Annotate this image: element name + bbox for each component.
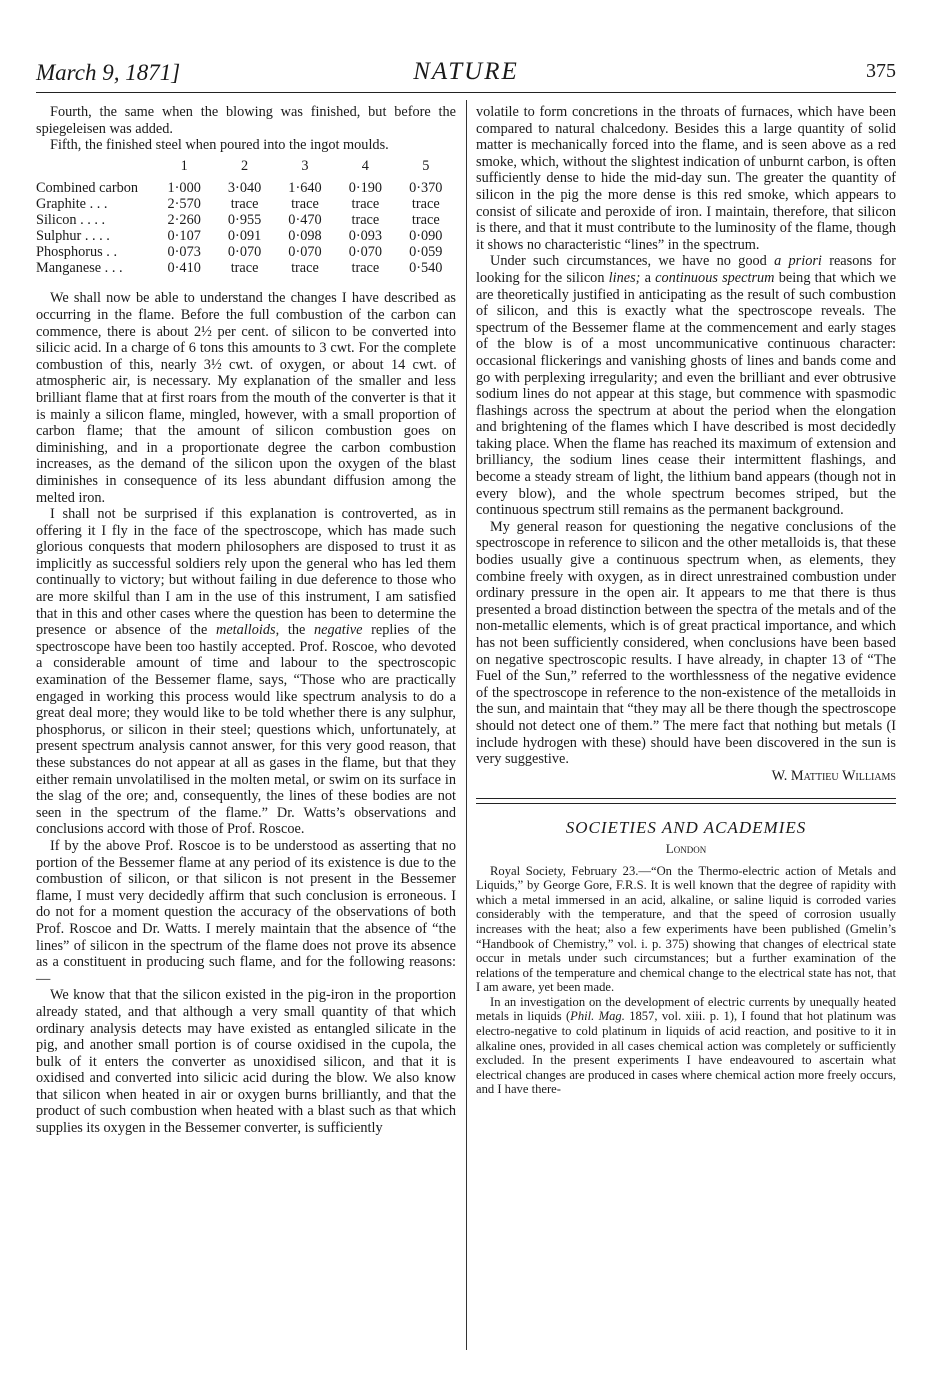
row-label: Phosphorus . . [36, 244, 118, 261]
paragraph-fifth: Fifth, the finished steel when poured into the ingot moulds. [50, 137, 389, 154]
table-col-header: 3 [301, 157, 309, 174]
table-cell: trace [411, 212, 440, 229]
table-col-header: 2 [241, 157, 249, 174]
table-cell: trace [351, 212, 380, 229]
left-column [36, 104, 456, 1137]
italic-run: Phil. Mag. [570, 1009, 625, 1024]
row-label: Sulphur . . . . [36, 228, 110, 245]
table-cell: 0·470 [288, 212, 322, 229]
table-col-header: 1 [180, 157, 188, 174]
header-page-number: 375 [866, 60, 896, 82]
table-cell: trace [291, 260, 319, 277]
paragraph-silicon-flame: We shall now be able to understand the changes I have described as occurring in the flame. Before the full combustion of the carbon can commence, there is about 2½ per cent. of silicon to be converted into silicic acid. In a charge of 6 tons this amounts to 3 cwt. For the complete combustion of this, nearly 3½ cwt. of oxygen, or about 14 cwt. of atmospheric air, is necessary. My explanation of the smaller and less brilliant flame that at first roars from the mouth of the converter is that it is mainly a silicon flame, mingled, however, with a small proportion of carbon flame; that the amount of silicon combustion goes on diminishing, and in a proportionate degree the carbon combustion increases, as the demand of the silicon upon the oxygen of the blast diminishes in consequence of its less abundant diffusion among the melted iron. [36, 290, 456, 506]
paragraph-pig-iron: We know that that the silicon existed in the pig-iron in the proportion already stated, and that although a very small quantity of that which ordinary analysis detects may have existed as entangled silicate in the pig, and another small portion is of course oxidised in the cupola, the bulk of it enters the converter as unoxidised silicon, and that it is oxidised and converted into silicic acid during the blow. We also know that silicon when heated in air or oxygen burns brilliantly, and that the product of such combustion when heated with a blast such as that which supplies its oxygen in the Bessemer converter, is sufficiently [36, 987, 456, 1137]
table-cell: 0·059 [409, 244, 443, 261]
table-row [36, 180, 456, 196]
text-run: replies of the spectroscope have been too hastily accepted. Prof. Roscoe, who devoted a considerable amount of time and labour to the spectroscopic examination of the Bessemer flame, says, “Those who are practically engaged in working this process would like spectrum analysis to do a great deal more; they would like to be told whether there is any sulphur, phosphorus, or silicon in their steel; questions which, unfortunately, at present spectrum analysis cannot answer, for this very good reason, that these substances do not appear at all as gases in the flame, but that they either remain unvolatilised in the molten metal, or swim on its surface in the slag of the ore; and, consequently, the lines of these bodies are not seen in the spectrum of the flame.” Dr. Watts’s observations and conclusions accord with those of Prof. Roscoe. [36, 622, 457, 838]
table-cell: 1·000 [167, 180, 201, 197]
table-col-header: 4 [361, 157, 369, 174]
table-cell: 1·640 [288, 180, 322, 197]
table-cell: 0·070 [348, 244, 383, 261]
table-cell: 0·190 [348, 180, 383, 197]
table-cell: trace [291, 196, 319, 213]
table-row [36, 228, 456, 244]
table-row [36, 212, 456, 228]
paragraph-investigation [476, 995, 896, 1097]
table-cell: 0·070 [288, 244, 322, 261]
paragraph-metalloids: My general reason for questioning the negative conclusions of the spectroscope in reference to silicon and the other metalloids is, that these bodies usually give a continuous spectrum when, as elements, they combine freely with oxygen, as in direct unrestrained combustion under ordinary pressure in the open air. It appears to me that there is thus presented a broad distinction between the spectra of the metals and of the non-metallic elements, which is of great practical importance, and which has not been sufficiently considered, when conclusions have been based on negative spectroscopic results. I have already, in chapter 13 of “The Fuel of the Sun,” referred to the worthlessness of the negative evidence of the spectroscope in reference to the non-existence of the metalloids in the sun, and maintain that “they may all be there though the spectroscope should not detect one of them.” The mere fact that nothing but metals (I include hydrogen with these) should have been discovered in the sun is very suggestive. [476, 518, 896, 768]
table-col-header: 5 [422, 157, 430, 174]
row-label: Silicon . . . . [36, 212, 106, 229]
table-cell: trace [411, 196, 440, 213]
italic-run: metalloids [216, 622, 276, 639]
table-cell: 0·070 [227, 244, 262, 261]
table-cell: 0·540 [409, 260, 443, 277]
table-cell: 0·955 [227, 212, 262, 229]
table-corner [36, 156, 154, 181]
text-run: In an investigation on the development of electric currents by unequally heated metals in liquids ( [476, 994, 896, 1024]
row-label: Graphite . . . [36, 196, 108, 213]
italic-run: continuous spectrum [655, 269, 775, 286]
analysis-table [36, 156, 456, 277]
table-cell: 0·093 [348, 228, 383, 245]
table-cell: 2·260 [167, 212, 201, 229]
table-row [36, 260, 456, 276]
row-label: Combined carbon [36, 180, 139, 197]
text-run: 1857, vol. xiii. p. 1), I found that hot platinum was electro-negative to cold platinum in liquids of acid reaction, and positive to it in alkaline ones, provided in all cases chemical action was completely or sufficiently excluded. In the present experiments I have endeavoured to ascertain what electrical changes are produced in cases where chemical action more freely occurs, and I have there- [476, 1009, 896, 1097]
table-cell: 0·090 [409, 228, 443, 245]
italic-run: a priori [774, 253, 822, 270]
text-run: reasons for looking for the silicon [476, 253, 897, 286]
section-title: SOCIETIES AND ACADEMIES [565, 818, 807, 838]
table-cell: 2·570 [167, 196, 201, 213]
italic-run: lines; [608, 269, 641, 286]
table-header-row [36, 156, 456, 181]
paragraph-spectroscope [36, 506, 456, 838]
right-column [476, 104, 896, 1097]
section-rule [476, 798, 896, 804]
table-cell: 0·073 [167, 244, 201, 261]
paragraph-volatile: volatile to form concretions in the throats of furnaces, which have been compared to natural chalcedony. Besides this a large quantity of solid matter is mechanically forced into the flame, and is seen above as a red smoke, which, without the slightest indication of unburnt carbon, is often sufficiently dense to hide the mid-day sun. The greater the quantity of silicon in the pig the more dense is this red smoke, which appears to consist of silicate and peroxide of iron. I maintain, therefore, that silicon is there, and that it must contribute to the luminosity of the flame, though it shows no characteristic “lines” in the spectrum. [476, 104, 896, 253]
header-rule [36, 92, 896, 93]
table-cell: 0·107 [167, 228, 201, 245]
table-cell: 0·098 [288, 228, 322, 245]
paragraph-roscoe: If by the above Prof. Roscoe is to be understood as asserting that no portion of the Bessemer flame at any period of its existence is due to the combustion of silicon, or that silicon is not present in the Bessemer flame, I must very decidedly affirm that such conclusion is erroneous. I do not for a moment question the accuracy of the observations of both Prof. Roscoe and Dr. Watts. I merely maintain that the absence of “the lines” of silicon in the spectrum of the flame does not prove its absence as a constituent in producing such flame, and for the following reasons:— [36, 837, 456, 987]
table-cell: trace [230, 196, 259, 213]
table-cell: trace [351, 196, 380, 213]
section-subtitle: London [665, 840, 707, 856]
text-run: Under such circumstances, we have no good [490, 253, 767, 270]
table-row [36, 244, 456, 260]
text-run: I shall not be surprised if this explanation is controverted, as in offering it I fly in the face of the spectroscope, which has made such glorious conquests that modern philosophers are disposed to trust it as implicitly as successful soldiers rely upon the general who has led them continually to victory; but without failing in due deference to those who are more skilful than I am in the use of this instrument, I am satisfied that in this and other cases where the question has been to determine the presence or absence of the [36, 506, 456, 639]
text-run: , the [275, 622, 306, 639]
table-cell: 0·410 [167, 260, 201, 277]
header-journal-title: NATURE [413, 58, 519, 85]
table-cell: trace [230, 260, 259, 277]
paragraph-continuous-spectrum [476, 253, 896, 519]
column-divider [466, 100, 467, 1350]
table-cell: trace [351, 260, 380, 277]
text-run: a [644, 269, 651, 286]
author-signature: W. Mattieu Williams [771, 767, 896, 784]
row-label: Manganese . . . [36, 260, 123, 277]
running-header [36, 56, 896, 92]
table-cell: 3·040 [227, 180, 262, 197]
paragraph-royal-society: Royal Society, February 23.—“On the Thermo-electric action of Metals and Liquids,” by George Gore, F.R.S. It is well known that the degree of rapidity with which a metal immersed in an acid, alkaline, or saline liquid is corroded varies considerably with the temperature, and that the speed of corrosion usually increases with the heat; also a few experiments have been published (Gmelin’s “Handbook of Chemistry,” vol. i. p. 375) showing that changes of electrical state occur in metals under such circumstances; but a further examination of the relations of the temperature and chemical change to the electrical state has not, that I am aware, yet been made. [476, 863, 896, 995]
table-row [36, 196, 456, 212]
table-cell: 0·091 [227, 228, 262, 245]
italic-run: negative [314, 622, 363, 639]
paragraph-fourth: Fourth, the same when the blowing was finished, but before the spiegeleisen was added. [36, 104, 456, 137]
header-date: March 9, 1871] [36, 60, 181, 85]
text-run: being that which we are theoretically justified in anticipating as the result of such combustion of silicon, and this is exactly what the spectroscope reveals. The spectrum of the Bessemer flame at the commencement and early stages of the blow is of a most uncommunicative continuous character: occasional flickerings and vanishing ghosts of lines and bands come and go with perplexing irregularity; and even the brilliant and ever obtrusive sodium lines do not appear at this stage, but commence with spasmodic flashings across the spectrum at about the period when the elongation and brightening of the flames which I have described is most decidedly taking place. When the flame has reached its maximum of extension and brilliancy, the sodium lines cease their intermittent flashings, and become a steady stream of light, the lithium band appears (though not in every blow), and the whole spectrum becomes striped, but the continuous spectrum still remains as the permanent background. [476, 269, 897, 519]
table-cell: 0·370 [409, 180, 443, 197]
